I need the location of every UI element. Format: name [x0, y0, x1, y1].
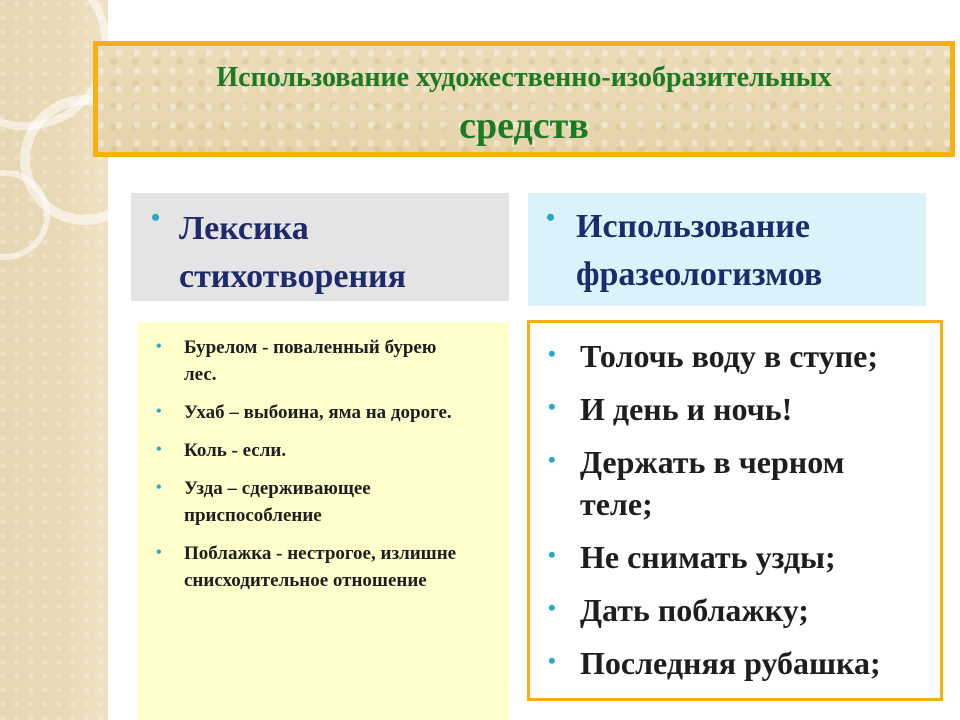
list-item-text: Толочь воду в ступе;: [580, 338, 878, 374]
list-item: [156, 540, 503, 594]
left-column-header: [131, 193, 509, 301]
list-item-text: Дать поблажку;: [580, 592, 809, 628]
bullet-icon: •: [156, 544, 162, 561]
idioms-list: [548, 335, 934, 695]
list-item: [156, 437, 503, 464]
list-item-text: И день и ночь!: [580, 391, 793, 427]
list-item: [548, 536, 934, 578]
list-item: [548, 589, 934, 631]
list-item: [548, 642, 934, 684]
list-item-text: Узда – сдерживающее приспособление: [184, 478, 371, 526]
right-column-header: [528, 193, 926, 306]
vocabulary-list: [156, 334, 503, 605]
list-item: [548, 388, 934, 430]
left-column-header-text: Лексика стихотворения: [179, 210, 407, 295]
bullet-icon: •: [156, 479, 162, 496]
list-item-text: Ухаб – выбоина, яма на дороге.: [184, 402, 452, 423]
bullet-icon: •: [156, 441, 162, 458]
bullet-icon: •: [156, 338, 162, 355]
bullet-icon: •: [548, 447, 556, 472]
bullet-icon: •: [548, 542, 556, 567]
list-item-text: Последняя рубашка;: [580, 645, 881, 681]
list-item: [156, 399, 503, 426]
list-item-text: Поблажка - нестрогое, излишне снисходительное отношение: [184, 543, 457, 591]
list-item-text: Держать в черном теле;: [580, 444, 845, 522]
list-item: [156, 334, 503, 388]
list-item-text: Не снимать узды;: [580, 539, 836, 575]
vocabulary-panel: [138, 322, 509, 720]
slide-title-line-2: средств: [459, 105, 589, 147]
list-item: [156, 475, 503, 529]
idioms-panel: [527, 320, 943, 701]
bullet-icon: •: [548, 648, 556, 673]
bullet-icon: •: [548, 595, 556, 620]
bullet-icon: •: [546, 203, 556, 232]
right-column-header-text: Использование фразеологизмов: [576, 208, 823, 293]
bullet-icon: •: [151, 203, 161, 232]
bullet-icon: •: [548, 394, 556, 419]
bullet-icon: •: [156, 403, 162, 420]
slide-title-banner: [93, 41, 955, 157]
list-item: [548, 335, 934, 377]
list-item-text: Бурелом - поваленный бурею лес.: [184, 337, 437, 385]
list-item-text: Коль - если.: [184, 440, 287, 461]
bullet-icon: •: [548, 341, 556, 366]
list-item: [548, 441, 934, 525]
decorative-side-strip: [0, 0, 108, 720]
slide-title-line-1: Использование художественно-изобразительных: [216, 62, 832, 93]
